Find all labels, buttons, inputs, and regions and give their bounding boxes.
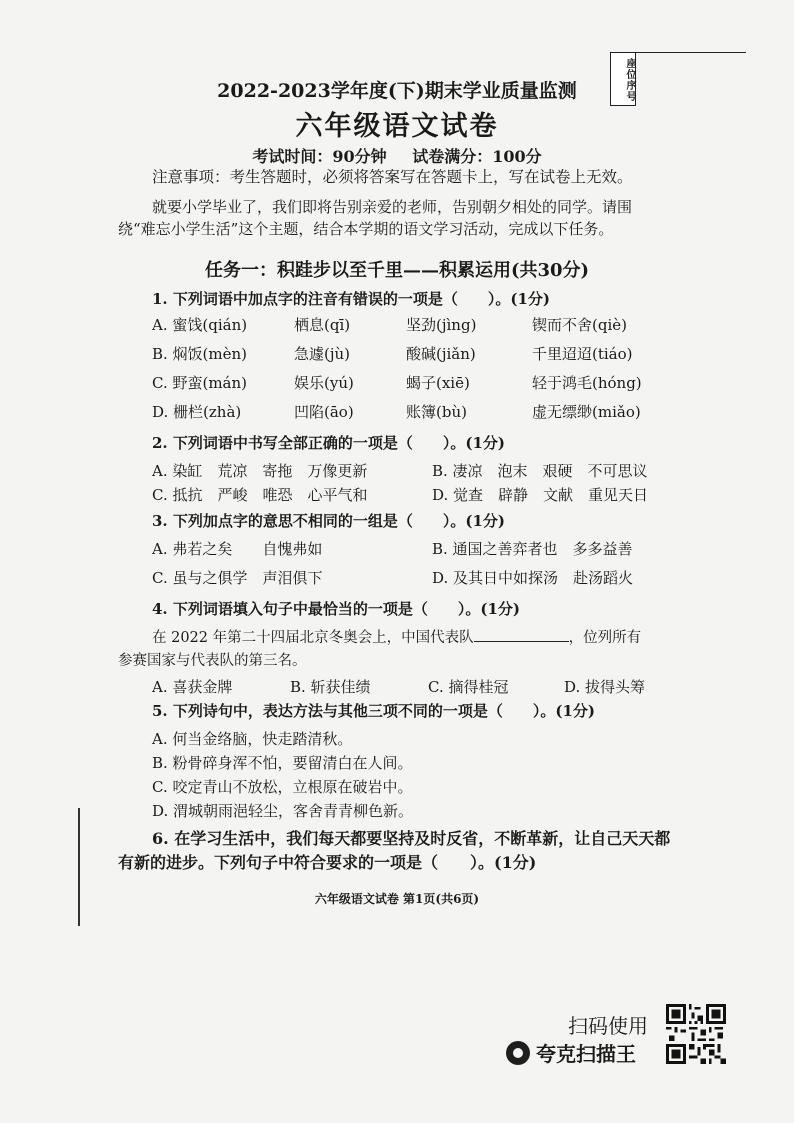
q1-opt: D. 栅栏(zhà): [152, 403, 242, 421]
page-footer: 六年级语文试卷 第1页(共6页): [314, 892, 480, 906]
intro-line-1: 就要小学毕业了，我们即将告别亲爱的老师，告别朝夕相处的同学。请围: [152, 198, 633, 216]
question-6-line-2: 有新的进步。下列句子中符合要求的一项是（ ）。(1分): [118, 853, 537, 872]
exam-time: 考试时间：90分钟: [252, 147, 387, 166]
notice: 注意事项：考生答题时，必须将答案写在答题卡上，写在试卷上无效。: [152, 168, 633, 186]
scanner-brand: [506, 1038, 636, 1067]
question-6-line-1: 6. 在学习生活中，我们每天都要坚持及时反省，不断革新，让自己天天都: [152, 829, 671, 848]
q1-row-c: [152, 372, 642, 401]
quark-logo-icon: [506, 1041, 530, 1065]
q1-row-b: [152, 343, 642, 372]
question-3-options: [152, 538, 633, 596]
q3-row-1: [152, 538, 633, 567]
q2-opt-b: B. 凄凉 泡末 艰硬 不可思议: [432, 462, 648, 480]
q1-opt: 虚无缥缈(miǎo): [532, 403, 641, 421]
q1-opt: 账簿(bù): [406, 403, 467, 421]
q4-opt-c: C. 摘得桂冠: [428, 678, 509, 696]
intro-line-2: 绕“难忘小学生活”这个主题，结合本学期的语文学习活动，完成以下任务。: [118, 220, 614, 238]
q2-opt-a: A. 染缸 荒凉 寄拖 万像更新: [152, 462, 368, 480]
q5-opt-a: A. 何当金络脑，快走踏清秋。: [152, 730, 353, 748]
q3-opt-c: C. 虽与之俱学 声泪俱下: [152, 569, 323, 587]
q1-opt: 千里迢迢(tiáo): [532, 345, 633, 363]
q1-opt: A. 蜜饯(qián): [152, 316, 248, 334]
q4-opt-a: A. 喜获金牌: [152, 678, 233, 696]
year-title: 2022-2023学年度(下)期末学业质量监测: [217, 80, 577, 102]
q1-opt: 急遽(jù): [294, 345, 351, 363]
question-3-title: 3. 下列加点字的意思不相同的一组是（ ）。(1分): [152, 512, 506, 530]
q2-row-2: [152, 484, 648, 508]
q5-opt-b: B. 粉骨碎身浑不怕，要留清白在人间。: [152, 754, 413, 772]
seat-number-box: 座位序号: [610, 52, 636, 106]
q3-row-2: [152, 567, 633, 596]
question-2-title: 2. 下列词语中书写全部正确的一项是（ ）。(1分): [152, 434, 506, 452]
q1-row-a: [152, 314, 642, 343]
q1-opt: 轻于鸿毛(hóng): [532, 374, 642, 392]
question-4-options: [152, 676, 645, 697]
qr-code-icon: [666, 1004, 726, 1064]
question-2-options: [152, 460, 648, 508]
q1-opt: 酸碱(jiǎn): [406, 345, 476, 363]
q2-row-1: [152, 460, 648, 484]
q1-opt: 坚劲(jìng): [406, 316, 477, 334]
task-one-heading: 任务一：积跬步以至千里——积累运用(共30分): [204, 260, 590, 281]
question-4-sentence-cont: 参赛国家与代表队的第三名。: [118, 653, 307, 669]
question-4-title: 4. 下列词语填入句子中最恰当的一项是（ ）。(1分): [152, 600, 521, 618]
question-5-options: [152, 728, 413, 824]
question-4-sentence: [152, 626, 641, 649]
exam-score: 试卷满分：100分: [412, 147, 542, 166]
q1-opt: 蝎子(xiē): [406, 374, 470, 392]
exam-title: 六年级语文试卷: [295, 111, 499, 142]
q3-opt-d: D. 及其日中如探汤 赴汤蹈火: [432, 569, 634, 587]
q4-opt-b: B. 斩获佳绩: [290, 678, 371, 696]
q3-opt-a: A. 弗若之矣 自愧弗如: [152, 540, 323, 558]
margin-line: [78, 808, 80, 926]
q1-opt: C. 野蛮(mán): [152, 374, 248, 392]
q1-opt: 娱乐(yú): [294, 374, 354, 392]
q2-opt-c: C. 抵抗 严峻 唯恐 心平气和: [152, 486, 368, 504]
brand-name: 夸克扫描王: [536, 1042, 636, 1066]
scan-label: 扫码使用: [568, 1014, 648, 1038]
q4-opt-d: D. 拔得头筹: [564, 678, 646, 696]
q1-opt: B. 焖饭(mèn): [152, 345, 248, 363]
question-1-title: 1. 下列词语中加点字的注音有错误的一项是（ ）。(1分): [152, 290, 551, 308]
exam-info: [0, 144, 794, 167]
q4-sentence-end: ，位列所有: [568, 630, 642, 646]
question-1-options: [152, 314, 642, 430]
q2-opt-d: D. 觉查 辟静 文献 重见天日: [432, 486, 649, 504]
q3-opt-b: B. 通国之善弈者也 多多益善: [432, 540, 633, 558]
fill-blank: [474, 626, 569, 642]
q5-opt-c: C. 咬定青山不放松，立根原在破岩中。: [152, 778, 413, 796]
question-5-title: 5. 下列诗句中，表达方法与其他三项不同的一项是（ ）。(1分): [152, 702, 596, 720]
q1-row-d: [152, 401, 642, 430]
q4-sentence-start: 在 2022 年第二十四届北京冬奥会上，中国代表队: [152, 630, 474, 646]
q1-opt: 锲而不舍(qiè): [532, 316, 627, 334]
q5-opt-d: D. 渭城朝雨浥轻尘，客舍青青柳色新。: [152, 802, 414, 820]
q1-opt: 栖息(qī): [294, 316, 351, 334]
q1-opt: 凹陷(āo): [294, 403, 354, 421]
